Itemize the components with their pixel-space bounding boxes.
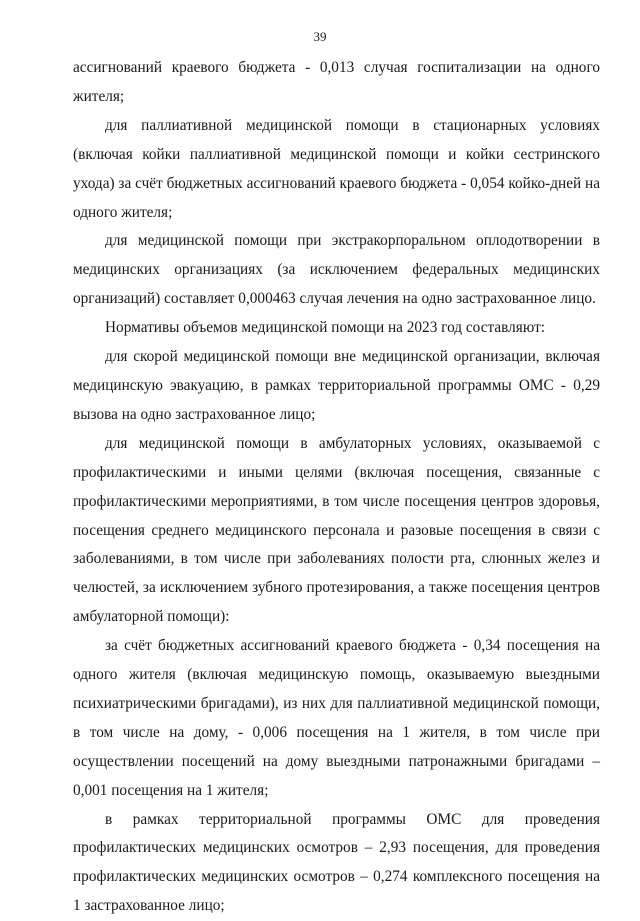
paragraph-ivf: для медицинской помощи при экстракорпоральном оплодотворении в медицинских организациях (за исключением федеральных медицинских организаций) составляет 0,000463 случая лечения на одно застрахованное лицо. [73,232,600,308]
page-number: 39 [313,29,327,44]
paragraph-norms-2023-heading: Нормативы объемов медицинской помощи на 2023 год составляют: [105,319,546,337]
paragraph-oms-checkups: в рамках территориальной программы ОМС для проведения профилактических медицинских осмотров – 2,93 посещения, для проведения профилактических медицинских осмотров – 0,274 комплексного посещения на 1 застрахованное лицо; [73,810,600,915]
paragraph-palliative-inpatient: для паллиативной медицинской помощи в стационарных условиях (включая койки паллиативной медицинской помощи и койки сестринского ухода) за счёт бюджетных ассигнований краевого бюджета - 0,054 койко-дней на одного жителя; [73,116,600,221]
paragraph-budget-hospitalization: ассигнований краевого бюджета - 0,013 случая госпитализации на одного жителя; [73,59,600,105]
paragraph-outpatient-preventive: для медицинской помощи в амбулаторных условиях, оказываемой с профилактическими и иными целями (включая посещения, связанные с профилактическими мероприятиями, в том числе посещения центров здоровья, посещения среднего медицинского персонала и разовые посещения в связи с заболеваниями, в том числе при заболеваниях полости рта, слюнных желез и челюстей, за исключением зубного протезирования, а также посещения центров амбулаторной помощи): [73,434,600,626]
paragraph-emergency-care: для скорой медицинской помощи вне медицинской организации, включая медицинскую эвакуацию, в рамках территориальной программы ОМС - 0,29 вызова на одно застрахованное лицо; [73,348,600,423]
paragraph-budget-visits: за счёт бюджетных ассигнований краевого бюджета - 0,34 посещения на одного жителя (включая медицинскую помощь, оказываемую выездными психиатрическими бригадами), из них для паллиативной медицинской помощи, в том числе на дому, - 0,006 посещения на 1 жителя, в том числе при осуществлении посещений на дому выездными патронажными бригадами – 0,001 посещения на 1 жителя; [73,637,600,799]
document-body [73,54,600,921]
